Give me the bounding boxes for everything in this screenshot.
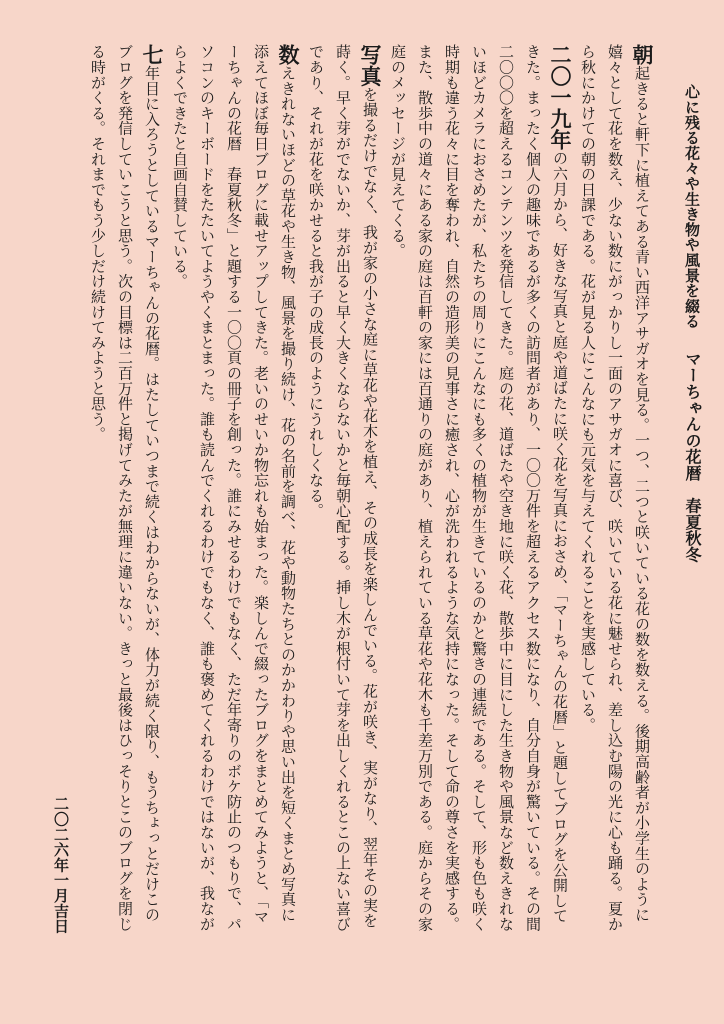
- paragraph-3-lead: 写真: [358, 44, 383, 87]
- paragraph-5: [84, 44, 166, 934]
- paragraph-5-text: 年目に入ろうとしているマーちゃんの花暦。はたしていつまで続くはわからないが、体力が続く限り、もうちょっとだけこのブログを発信していこうと思う。次の目標は二百万件と掲げてみたが無理に違いない。きっと最後はひっそりとこのブログを閉じる時がくる。それまでもう少しだけ続けてみようと思う。: [89, 44, 161, 932]
- paragraph-2-lead: 二〇一九年: [548, 44, 573, 151]
- paragraph-2: [384, 44, 574, 934]
- paragraph-2-text: の六月から、好きな写真と庭や道ばたに咲く花を写真におさめ、「マーちゃんの花暦」と題してブログを公開してきた。まったく個人の趣味であるが多くの訪問者があり、一〇〇万件を超えるアクセス数になり、自分自身が驚いている。その間二〇〇〇を超えるコンテンツを発信してきた。庭の花、道ばたや空き地に咲く花、散歩中に目にした生き物や風景など数えきれないほどカメラにおさめたが、私たちの周りにこんなにも多くの植物が生きているのかと驚きの連続である。そして、形も色も咲く時期も違う花々に目を奪われ、自然の造形美の見事さに癒され、心が洗われるような気持になった。そして命の尊さを実感する。また、散歩中の道々にある家の庭は百軒の家には百通りの庭があり、植えられている草花や花木も千差万別である。庭からその家庭のメッセージが見えてくる。: [389, 44, 569, 932]
- paragraph-4-text: えきれないほどの草花や生き物、風景を撮り続け、花の名前を調べ、花や動物たちとのかかわりや思い出を短くまとめ写真に添えてほぼ毎日ブログに載せアップしてきた。老いのせいか物忘れも始まった。楽しんで綴ったブログをまとめてみようと、「マーちゃんの花暦 春夏秋冬」と題する一〇〇頁の冊子を創った。誰にみせるわけでもなく、ただ年寄りのボケ防止のつもりで、パソコンのキーボードをたたいてようやくまとまった。誰も読んでくれるわけでもなく、誰も褒めてくれるわけではないが、我ながらよくできたと自画自賛している。: [171, 44, 297, 932]
- page-subtitle: 心に残る花々や生き物や風景を綴る: [683, 84, 701, 329]
- paragraph-1-lead: 朝: [630, 44, 655, 66]
- paragraph-4-lead: 数: [276, 44, 301, 66]
- date-signature: 二〇二六年一月吉日: [52, 796, 70, 934]
- paragraph-1: [574, 44, 656, 934]
- paragraph-4: [166, 44, 302, 934]
- page-heading: [678, 44, 706, 934]
- vertical-text-block: [20, 44, 706, 934]
- page-title: マーちゃんの花暦 春夏秋冬: [683, 350, 702, 563]
- paragraph-1-text: 起きると軒下に植えてある青い西洋アサガオを見る。一つ、二つと咲いている花の数を数える。後期高齢者が小学生のように嬉々として花を数え、少ない数にがっかりし一面のアサガオに喜び、咲いている花に魅せられ、差し込む陽の光に心も踊る。夏から秋にかけての朝の日課である。花が見る人にこんなにも元気を与えてくれることを実感している。: [579, 44, 651, 932]
- paragraph-3-text: を撮るだけでなく、我が家の小さな庭に草花や花木を植え、その成長を楽しんでいる。花が咲き、実がなり、翌年その実を蒔く。早く芽がでないか、芽が出ると早く大きくならないかと毎朝心配する。挿し木が根付いて芽を出しくれるとこの上ない喜びであり、それが花を咲かせると我が子の成長のようにうれしくなる。: [307, 44, 379, 932]
- paragraph-5-lead: 七: [140, 44, 165, 66]
- paragraph-3: [302, 44, 384, 934]
